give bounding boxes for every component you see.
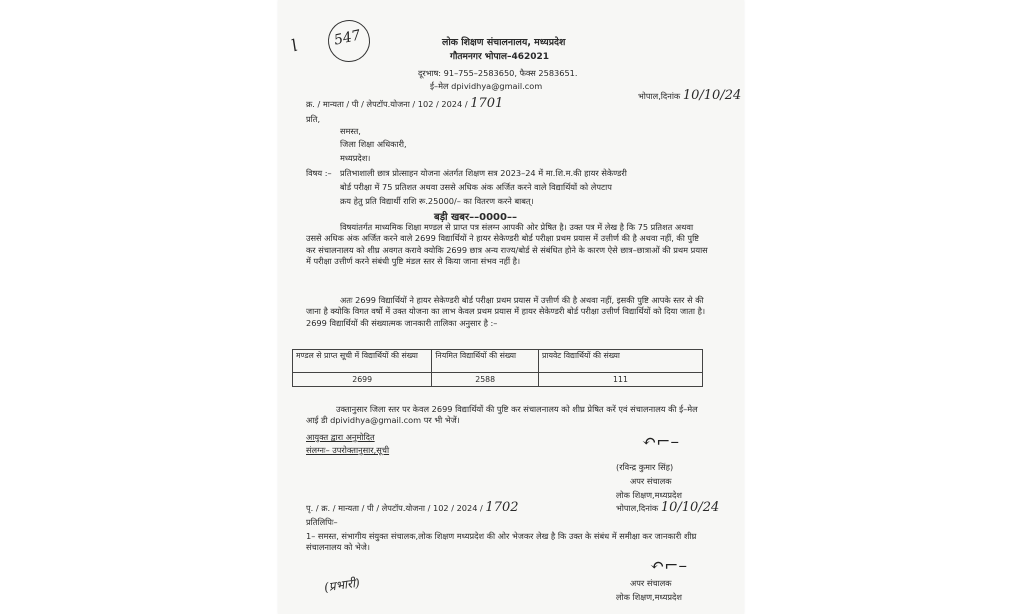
copy-to-item-1: 1– समस्त, संभागीय संयुक्त संचालक,लोक शिक्षण मध्यप्रदेश की ओर भेजकर लेख है कि उक्त के संबंध में समीक्षा कर जानकारी शीघ्र संचालनालय को भेजे। [306,531,697,553]
subject-line-3: क्रय हेतु प्रति विद्यार्थी राशि रू.25000/– का वितरण करने बाबत्। [340,196,534,206]
reference-number: क्र. / मान्यता / पी / लेपटॉप.योजना / 102 / 2024 / 1701 [306,96,504,111]
signatory-2-office: लोक शिक्षण,मध्यप्रदेश [616,592,682,602]
table-cell: 2699 [293,373,432,387]
reference-date: भोपाल,दिनांक 10/10/24 [638,88,742,103]
org-address: गौतमनगर भोपाल–462021 [450,52,550,62]
letter-page [278,0,744,614]
inward-stamp-number: 547 [332,27,363,49]
subject-label: विषय :– [306,168,332,178]
reference-date-handwritten: 10/10/24 [682,88,742,103]
signature-1-image: ↶⌐– [642,432,679,452]
endorsement-number: पृ. / क्र. / मान्यता / पी / लेपटॉप.योजना / 102 / 2024 / 1702 [306,500,519,515]
signatory-designation: अपर संचालक [630,476,672,486]
closing-paragraph: उक्तानुसार जिला स्तर पर केवल 2699 विद्यार्थियों की पुष्टि कर संचालनालय को शीघ्र प्रेषित करें एवं संचालनालय की ई–मेल आई डी dpividhya@gmail.com पर भी भेजें। [306,404,698,426]
body-paragraph-2: अतः 2699 विद्यार्थियों ने हायर सेकेण्डरी बोर्ड परीक्षा प्रथम प्रयास में उत्तीर्ण की है अथवा नहीं, इसकी पुष्टि आपके स्तर से की जाना है क्योकि विगत वर्षो में उक्त योजना का लाभ केवल प्रथम प्रयास में हायर सेकेण्डरी बोर्ड परीक्षा उत्तीर्ण विद्यार्थियों को दिया जाता है। 2699 विद्यार्थियों की संख्यात्मक जानकारी तालिका अनुसार है :– [306,295,706,328]
table-cell: 111 [538,373,702,387]
handwritten-mark: l [288,35,301,56]
signatory-2-designation: अपर संचालक [630,578,672,588]
signature-1-date: भोपाल,दिनांक 10/10/24 [616,500,720,515]
table-header-cell: मण्डल से प्राप्त सूची में विद्यार्थियों की संख्या [293,350,432,373]
signatory-name: (रविन्द्र कुमार सिंह) [616,462,674,472]
org-email: ई–मेल dpividhya@gmail.com [430,81,543,91]
subject-line-2: बोर्ड परीक्षा में 75 प्रतिशत अथवा उससे अधिक अंक अर्जित करने वाले विद्यार्थियों को लेपटाप [340,182,612,192]
table-header-row [293,350,703,373]
table-row [293,373,703,387]
headline: बड़ी खबर––0000–– [434,212,517,223]
table-cell: 2588 [432,373,539,387]
prati-label: प्रति, [306,114,321,124]
table-header-cell: नियमित विद्यार्थियों की संख्या [432,350,539,373]
org-phone: दूरभाष: 91–755–2583650, फैक्स 2583651. [418,68,578,78]
copy-to-label: प्रतिलिपिः– [306,517,338,527]
body-paragraph-1: विषयांतर्गत माध्यमिक शिक्षा मण्डल से प्राप्त पत्र संलग्न आपकी ओर प्रेषित है। उक्त पत्र में लेख है कि 75 प्रतिशत अथवा उससे अधिक अंक अर्जित करने वाले 2699 विद्यार्थियों ने हायर सेकेण्डरी बोर्ड परीक्षा प्रथम प्रयास में उत्तीर्ण की है अथवा नहीं, की पुष्टि कर संचालनालय को शीघ्र अवगत करावे क्योकि 2699 छात्र अन्य राज्य/बोर्ड से संबंधित होने के कारण ऐसे छात्र–छात्राओं की प्रथम प्रयास में परीक्षा उत्तीर्ण करने संबंधी पुष्टि मंडल स्तर से किया जाना संभव नहीं है। [306,222,708,267]
student-count-table [292,349,703,387]
subject-line-1: प्रतिभाशाली छात्र प्रोत्साहन योजना अंतर्गत शिक्षण सत्र 2023–24 में मा.शि.म.की हायर सेकेण्डरी [340,168,627,178]
enclosure-note: संलग्नः– उपरोक्तानुसार,सूची [306,445,390,455]
org-name: लोक शिक्षण संचालनालय, मध्यप्रदेश [442,37,566,48]
addressee-line-1: समस्त, [340,126,361,136]
addressee-line-2: जिला शिक्षा अधिकारी, [340,139,407,149]
signature-1-date-handwritten: 10/10/24 [660,500,720,515]
addressee-line-3: मध्यप्रदेश। [340,153,371,163]
handwritten-note: (प्रभारी) [323,575,361,595]
reference-number-handwritten: 1701 [470,96,504,111]
signatory-office: लोक शिक्षण,मध्यप्रदेश [616,490,682,500]
table-header-cell: प्रायवेट विद्यार्थियों की संख्या [538,350,702,373]
approval-note: आयुक्त द्वारा अनुमोदित [306,432,375,442]
signature-2-image: ↶⌐– [650,556,687,576]
endorsement-number-handwritten: 1702 [485,500,519,515]
